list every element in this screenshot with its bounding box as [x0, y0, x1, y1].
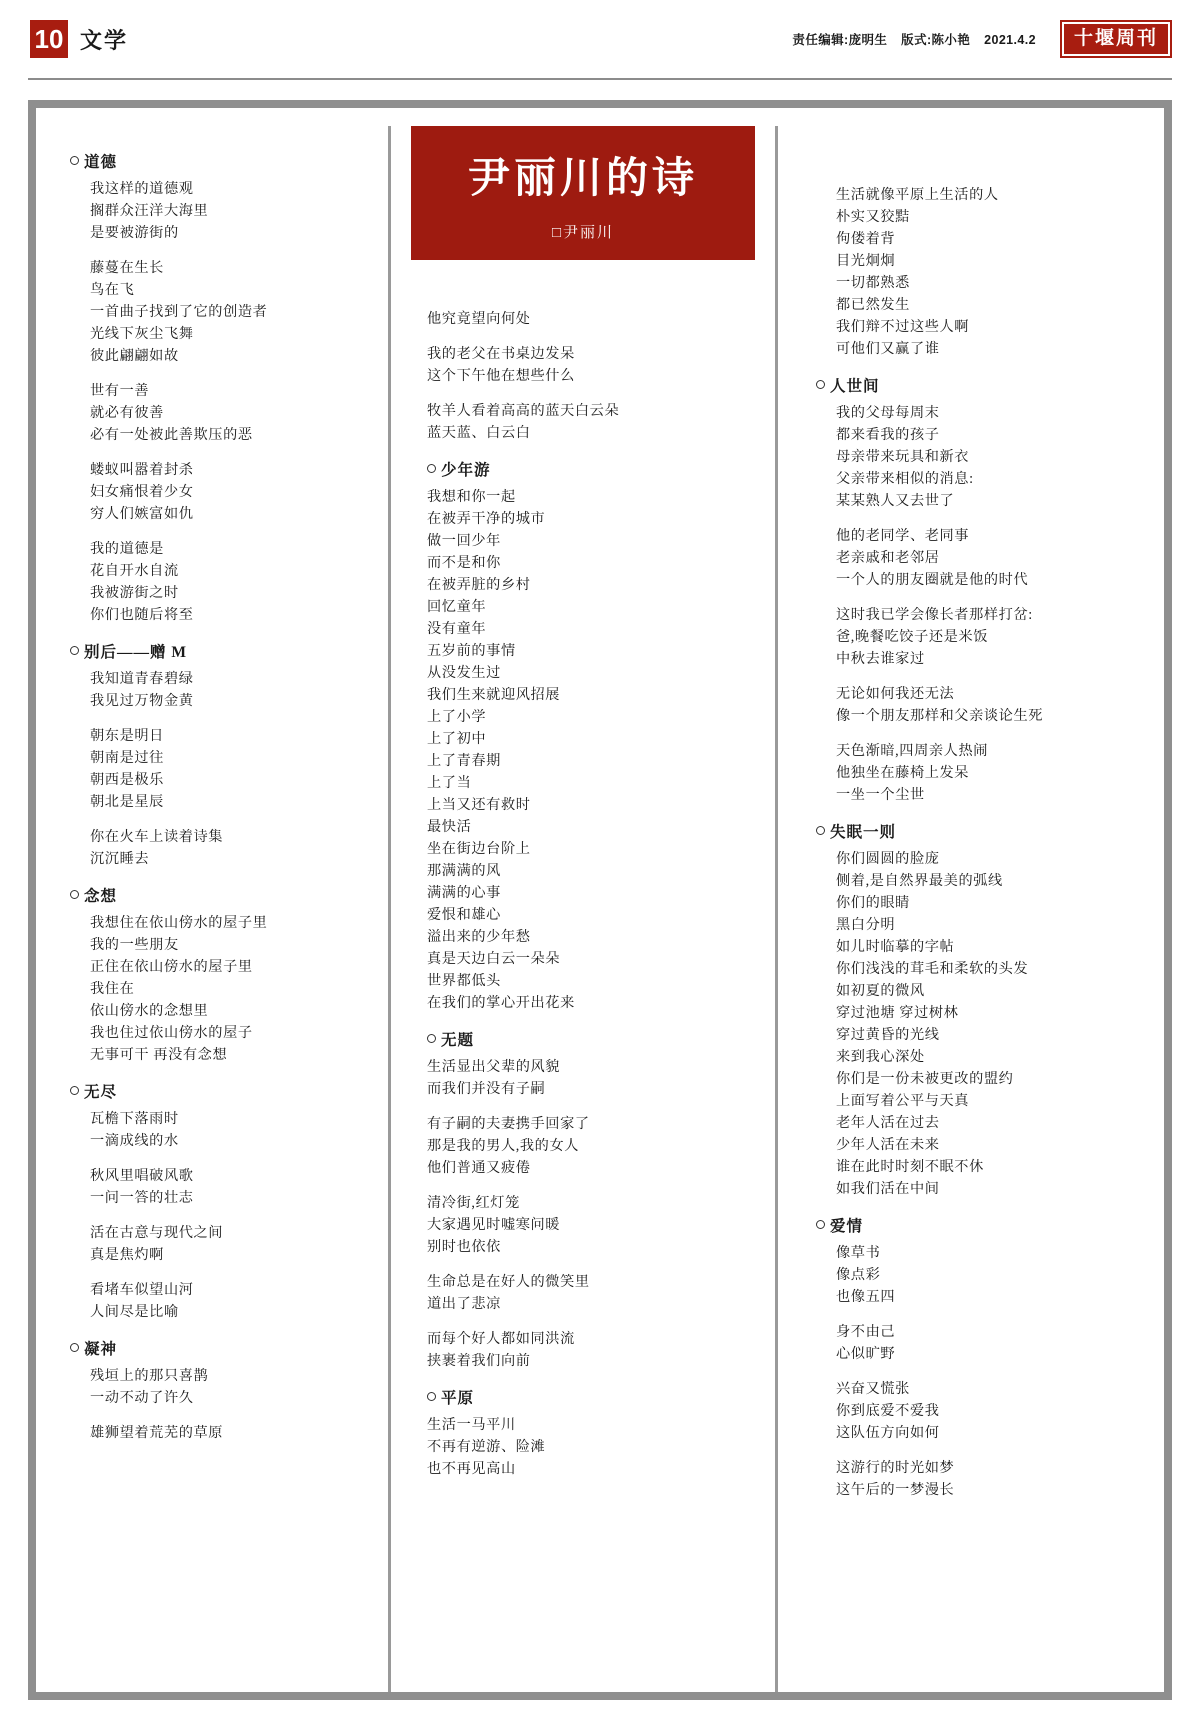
poem-line: 这午后的一梦漫长 [836, 1482, 955, 1498]
stanza [401, 1271, 765, 1315]
stanza [70, 912, 366, 1066]
poem-line: 大家遇见时嘘寒问暖 [427, 1217, 561, 1233]
poem-line: 也像五四 [836, 1289, 896, 1305]
poem-line: 一滴成线的水 [90, 1133, 179, 1149]
poem-line: 活在古意与现代之间 [90, 1225, 224, 1241]
poem-line: 你到底爱不爱我 [836, 1403, 940, 1419]
stanza [70, 826, 366, 870]
poem-line: 回忆童年 [427, 599, 487, 615]
stanza [70, 178, 366, 244]
poem-line: 妇女痛恨着少女 [90, 484, 194, 500]
stanza [401, 1414, 765, 1480]
poem-line: 我们生来就迎风招展 [427, 687, 561, 703]
poem-line: 母亲带来玩具和新衣 [836, 449, 970, 465]
poem-line: 爸,晚餐吃饺子还是米饭 [836, 629, 989, 645]
poem-line: 上当又还有救时 [427, 797, 531, 813]
poem-line: 一个人的朋友圈就是他的时代 [836, 572, 1029, 588]
poem-line: 穿过池塘 穿过树林 [836, 1005, 959, 1021]
poem-line: 在被弄干净的城市 [427, 511, 546, 527]
poem-line: 像一个朋友那样和父亲谈论生死 [836, 708, 1044, 724]
stanza [70, 1165, 366, 1209]
headline-block [411, 126, 755, 260]
poem-line: 老年人活在过去 [836, 1115, 940, 1131]
poem-line: 沉沉睡去 [90, 851, 150, 867]
poem-line: 心似旷野 [836, 1346, 896, 1362]
poem-title: 平原 [401, 1386, 765, 1408]
poem-line: 溢出来的少年愁 [427, 929, 531, 945]
stanza [401, 308, 765, 330]
poem-line: 做一回少年 [427, 533, 501, 549]
stanza [816, 683, 1140, 727]
poem-line: 来到我心深处 [836, 1049, 925, 1065]
poem-line: 藤蔓在生长 [90, 260, 164, 276]
poem [816, 820, 1140, 1200]
poem-title: 念想 [70, 884, 366, 906]
poem-line: 秋风里唱破风歌 [90, 1168, 194, 1184]
poem-line: 你们浅浅的茸毛和柔软的头发 [836, 961, 1029, 977]
poem-title: 少年游 [401, 458, 765, 480]
poem-line: 可他们又赢了谁 [836, 341, 940, 357]
poem-line: 道出了悲凉 [427, 1296, 501, 1312]
poem-line: 上了初中 [427, 731, 487, 747]
stanza [401, 486, 765, 1014]
poem-line: 世有一善 [90, 383, 150, 399]
stanza [70, 1279, 366, 1323]
poem-line: 而不是和你 [427, 555, 501, 571]
poem-line: 朝东是明日 [90, 728, 164, 744]
poem-line: 看堵车似望山河 [90, 1282, 194, 1298]
intro-stanzas [401, 308, 765, 444]
stanza [401, 1328, 765, 1372]
poem-line: 目光炯炯 [836, 253, 896, 269]
column-center-body [401, 308, 765, 1480]
stanza [70, 1108, 366, 1152]
poem-line: 我的父母每周末 [836, 405, 940, 421]
page-frame [28, 100, 1172, 1700]
poem-line: 他的老同学、老同事 [836, 528, 970, 544]
stanza [70, 1222, 366, 1266]
poem-title: 无尽 [70, 1080, 366, 1102]
poem-line: 我的道德是 [90, 541, 164, 557]
poem-line: 都来看我的孩子 [836, 427, 940, 443]
poem-line: 生活显出父辈的风貌 [427, 1059, 561, 1075]
poem-line: 在被弄脏的乡村 [427, 577, 531, 593]
poem-line: 穿过黄昏的光线 [836, 1027, 940, 1043]
poem-line: 像草书 [836, 1245, 881, 1261]
stanza [70, 538, 366, 626]
poem-line: 坐在街边台阶上 [427, 841, 531, 857]
poem-line: 他们普通又疲倦 [427, 1160, 531, 1176]
poem-line: 一首曲子找到了它的创造者 [90, 304, 268, 320]
stanza [816, 1321, 1140, 1365]
poem-line: 而我们并没有子嗣 [427, 1081, 546, 1097]
page-number-badge: 10 [30, 20, 68, 58]
poem-line: 我住在 [90, 981, 135, 997]
poem-title: 别后——赠 M [70, 640, 366, 662]
poem-line: 没有童年 [427, 621, 487, 637]
poem-line: 最快活 [427, 819, 472, 835]
poem-line: 瓦檐下落雨时 [90, 1111, 179, 1127]
poem-line: 我想住在依山傍水的屋子里 [90, 915, 268, 931]
stanza [401, 1192, 765, 1258]
poem-line: 某某熟人又去世了 [836, 493, 955, 509]
poem-line: 我们辩不过这些人啊 [836, 319, 970, 335]
poem-line: 谁在此时时刻不眠不休 [836, 1159, 984, 1175]
stanza [401, 343, 765, 387]
poem-line: 像点彩 [836, 1267, 881, 1283]
stanza [70, 1365, 366, 1409]
poem-line: 我也住过依山傍水的屋子 [90, 1025, 253, 1041]
poem-line: 朝北是星辰 [90, 794, 164, 810]
poem-line: 就必有彼善 [90, 405, 164, 421]
poem-line: 上了青春期 [427, 753, 501, 769]
poem-line: 朝南是过往 [90, 750, 164, 766]
issue-date: 2021.4.2 [984, 33, 1036, 47]
poem-line: 光线下灰尘飞舞 [90, 326, 194, 342]
poem-line: 清冷街,红灯笼 [427, 1195, 520, 1211]
poem [70, 640, 366, 870]
poem-line: 我被游街之时 [90, 585, 179, 601]
poem [816, 374, 1140, 806]
stanza [70, 1422, 366, 1444]
poem [816, 1214, 1140, 1501]
poem-line: 生命总是在好人的微笑里 [427, 1274, 590, 1290]
poem-line: 一动不动了许久 [90, 1390, 194, 1406]
stanza [816, 740, 1140, 806]
poem-line: 世界都低头 [427, 973, 501, 989]
column-right [778, 126, 1164, 1692]
poem-line: 那是我的男人,我的女人 [427, 1138, 580, 1154]
poem [70, 1080, 366, 1323]
poem-line: 这队伍方向如何 [836, 1425, 940, 1441]
poem [401, 1028, 765, 1372]
column-center [388, 126, 778, 1692]
stanza [816, 1242, 1140, 1308]
stanza [816, 184, 1140, 360]
poem-title: 凝神 [70, 1337, 366, 1359]
poem-line: 我这样的道德观 [90, 181, 194, 197]
stanza [70, 380, 366, 446]
poem-line: 这个下午他在想些什么 [427, 368, 575, 384]
masthead-credits [792, 30, 1046, 48]
poem-line: 兴奋又慌张 [836, 1381, 910, 1397]
poem-title: 人世间 [816, 374, 1140, 396]
poem-line: 我想和你一起 [427, 489, 516, 505]
stanza [70, 725, 366, 813]
poem-title: 失眠一则 [816, 820, 1140, 842]
layout-credit: 版式:陈小艳 [901, 33, 971, 47]
poem-line: 中秋去谁家过 [836, 651, 925, 667]
stanza [816, 848, 1140, 1200]
stanza [816, 525, 1140, 591]
poem-line: 而每个好人都如同洪流 [427, 1331, 575, 1347]
poem-line: 我知道青春碧绿 [90, 671, 194, 687]
editor-credit: 责任编辑:庞明生 [792, 33, 888, 47]
poem-line: 真是天边白云一朵朵 [427, 951, 561, 967]
poem-line: 蝼蚁叫嚣着封杀 [90, 462, 194, 478]
poem [401, 1386, 765, 1480]
poem-line: 五岁前的事情 [427, 643, 516, 659]
poem-line: 无事可干 再没有念想 [90, 1047, 228, 1063]
poem-line: 一问一答的壮志 [90, 1190, 194, 1206]
section-title: 文学 [80, 27, 129, 53]
stanza [816, 1378, 1140, 1444]
poem-line: 不再有逆游、险滩 [427, 1439, 546, 1455]
poem-line: 上了小学 [427, 709, 487, 725]
poem-line: 你们是一份未被更改的盟约 [836, 1071, 1014, 1087]
poem-line: 他究竟望向何处 [427, 311, 531, 327]
poem-line: 天色渐暗,四周亲人热闹 [836, 743, 989, 759]
poem-line: 身不由己 [836, 1324, 896, 1340]
byline: □尹丽川 [551, 224, 615, 241]
poem-line: 他独坐在藤椅上发呆 [836, 765, 970, 781]
poem-line: 我的一些朋友 [90, 937, 179, 953]
stanza [70, 459, 366, 525]
poem [70, 884, 366, 1066]
poem-line: 那满满的风 [427, 863, 501, 879]
poem-line: 也不再见高山 [427, 1461, 516, 1477]
poem-line: 你在火车上读着诗集 [90, 829, 224, 845]
poem-line: 老亲戚和老邻居 [836, 550, 940, 566]
poem-line: 我的老父在书桌边发呆 [427, 346, 575, 362]
poem-line: 如我们活在中间 [836, 1181, 940, 1197]
poem-line: 一坐一个尘世 [836, 787, 925, 803]
poem-line: 无论如何我还无法 [836, 686, 955, 702]
poem-line: 穷人们嫉富如仇 [90, 506, 194, 522]
poem-line: 牧羊人看着高高的蓝天白云朵 [427, 403, 620, 419]
intro-stanzas [816, 184, 1140, 360]
poem-line: 搁群众汪洋大海里 [90, 203, 209, 219]
column-left [36, 126, 388, 1692]
poem-line: 少年人活在未来 [836, 1137, 940, 1153]
poem-line: 佝偻着背 [836, 231, 896, 247]
poem-line: 你们的眼睛 [836, 895, 910, 911]
poem-line: 父亲带来相似的消息: [836, 471, 974, 487]
poem-line: 依山傍水的念想里 [90, 1003, 209, 1019]
stanza [401, 400, 765, 444]
poem-line: 朴实又狡黠 [836, 209, 910, 225]
poem-line: 生活就像平原上生活的人 [836, 187, 999, 203]
poem-line: 朝西是极乐 [90, 772, 164, 788]
masthead [28, 0, 1172, 80]
poem-line: 彼此翩翩如故 [90, 348, 179, 364]
poem [401, 458, 765, 1014]
poem-line: 雄狮望着荒芜的草原 [90, 1425, 224, 1441]
poem-line: 花自开水自流 [90, 563, 179, 579]
poem-line: 蓝天蓝、白云白 [427, 425, 531, 441]
poem-title: 无题 [401, 1028, 765, 1050]
poem-line: 如初夏的微风 [836, 983, 925, 999]
poem-line: 黑白分明 [836, 917, 896, 933]
stanza [401, 1056, 765, 1100]
poem-line: 我见过万物金黄 [90, 693, 194, 709]
poem-line: 上了当 [427, 775, 472, 791]
paper-logo: 十堰周刊 [1060, 20, 1172, 58]
poem-line: 从没发生过 [427, 665, 501, 681]
columns-container [36, 108, 1164, 1692]
poem-line: 必有一处被此善欺压的恶 [90, 427, 253, 443]
poem-title: 道德 [70, 150, 366, 172]
stanza [70, 668, 366, 712]
poem-line: 残垣上的那只喜鹊 [90, 1368, 209, 1384]
poem [70, 1337, 366, 1444]
poem-line: 鸟在飞 [90, 282, 135, 298]
poem-line: 你们圆圆的脸庞 [836, 851, 940, 867]
stanza [70, 257, 366, 367]
stanza [401, 1113, 765, 1179]
poem-line: 爱恨和雄心 [427, 907, 501, 923]
poem-line: 都已然发生 [836, 297, 910, 313]
poem-line: 上面写着公平与天真 [836, 1093, 970, 1109]
poem-line: 别时也依依 [427, 1239, 501, 1255]
stanza [816, 1457, 1140, 1501]
stanza [816, 604, 1140, 670]
poem-line: 一切都熟悉 [836, 275, 910, 291]
poem-line: 生活一马平川 [427, 1417, 516, 1433]
poem-title: 爱情 [816, 1214, 1140, 1236]
poem-line: 如儿时临摹的字帖 [836, 939, 955, 955]
poem [70, 150, 366, 626]
poem-line: 侧着,是自然界最美的弧线 [836, 873, 1003, 889]
poem-line: 有子嗣的夫妻携手回家了 [427, 1116, 590, 1132]
poem-line: 正住在依山傍水的屋子里 [90, 959, 253, 975]
poem-line: 在我们的掌心开出花来 [427, 995, 575, 1011]
poem-line: 真是焦灼啊 [90, 1247, 164, 1263]
page-title: 尹丽川的诗 [467, 155, 698, 202]
masthead-right-group [792, 20, 1172, 58]
poem-line: 你们也随后将至 [90, 607, 194, 623]
poem-line: 满满的心事 [427, 885, 501, 901]
poem-line: 这游行的时光如梦 [836, 1460, 955, 1476]
poem-line: 这时我已学会像长者那样打岔: [836, 607, 1033, 623]
poem-line: 挟裹着我们向前 [427, 1353, 531, 1369]
poem-line: 人间尽是比喻 [90, 1304, 179, 1320]
poem-line: 是要被游街的 [90, 225, 179, 241]
stanza [816, 402, 1140, 512]
